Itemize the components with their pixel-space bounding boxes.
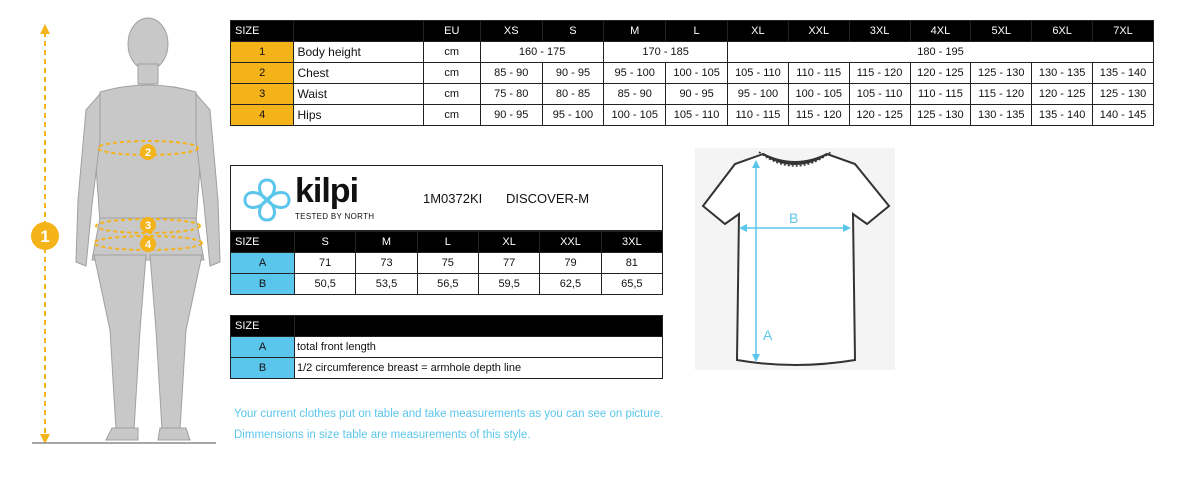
product-table-header-row: [231, 232, 663, 253]
measurement-legend-table: [230, 315, 663, 379]
header-5xl: 5XL: [971, 21, 1032, 42]
value-cell: 100 - 105: [788, 84, 849, 105]
body-size-table: [230, 20, 1154, 126]
value-cell: 105 - 110: [666, 105, 728, 126]
value-cell: 120 - 125: [849, 105, 910, 126]
value-cell: 81: [601, 253, 662, 274]
value-cell: 95 - 100: [604, 63, 666, 84]
body-part: Hips: [294, 105, 423, 126]
body-measurement-figure: [0, 0, 230, 481]
value-cell: 56,5: [417, 274, 478, 295]
header-xs: XS: [480, 21, 542, 42]
value-cell: 100 - 105: [604, 105, 666, 126]
header-blank: [294, 21, 423, 42]
row-number: 2: [231, 63, 294, 84]
table-row: [231, 253, 663, 274]
header-eu: EU: [423, 21, 480, 42]
row-number: 1: [231, 42, 294, 63]
value-cell: 85 - 90: [604, 84, 666, 105]
value-cell: 77: [478, 253, 539, 274]
value-cell: 125 - 130: [971, 63, 1032, 84]
value-cell: 59,5: [478, 274, 539, 295]
legend-description: 1/2 circumference breast = armhole depth line: [295, 358, 663, 379]
value-cell: 75: [417, 253, 478, 274]
measure-key: B: [231, 274, 295, 295]
value-cell: 62,5: [540, 274, 601, 295]
kilpi-knot-logo-icon: [237, 174, 297, 226]
header-xxl: XXL: [540, 232, 601, 253]
value-cell: 85 - 90: [480, 63, 542, 84]
note-line: Your current clothes put on table and take measurements as you can see on picture.: [234, 408, 664, 420]
value-cell: 130 - 135: [971, 105, 1032, 126]
brand-tagline: TESTED BY NORTH: [295, 212, 375, 221]
value-cell: 135 - 140: [1093, 63, 1154, 84]
legend-key: B: [231, 358, 295, 379]
header-xl: XL: [478, 232, 539, 253]
value-cell: 105 - 110: [727, 63, 788, 84]
marker-2-label: 2: [144, 147, 152, 159]
measurement-notes: [234, 404, 663, 446]
header-7xl: 7XL: [1093, 21, 1154, 42]
header-size: SIZE: [231, 232, 295, 253]
height-arrow-top: [40, 24, 50, 34]
legend-key: A: [231, 337, 295, 358]
header-6xl: 6XL: [1032, 21, 1093, 42]
product-size-table: [230, 231, 663, 295]
tshirt-diagram-svg: [695, 148, 895, 370]
body-part: Chest: [294, 63, 423, 84]
value-cell: 100 - 105: [666, 63, 728, 84]
header-4xl: 4XL: [910, 21, 971, 42]
brand-header-box: [230, 165, 663, 231]
unit-cell: cm: [423, 63, 480, 84]
table-row: [231, 337, 663, 358]
marker-3-label: 3: [144, 220, 152, 232]
header-s: S: [542, 21, 604, 42]
value-cell: 65,5: [601, 274, 662, 295]
marker-1-label: 1: [40, 227, 50, 246]
value-cell: 120 - 125: [910, 63, 971, 84]
unit-cell: cm: [423, 105, 480, 126]
header-m: M: [356, 232, 417, 253]
row-number: 3: [231, 84, 294, 105]
value-cell: 79: [540, 253, 601, 274]
header-l: L: [417, 232, 478, 253]
body-figure-svg: [0, 0, 230, 481]
body-part: Waist: [294, 84, 423, 105]
value-cell: 160 - 175: [480, 42, 603, 63]
measure-b-label: B: [789, 210, 799, 226]
size-table-header-row: [231, 21, 1154, 42]
row-number: 4: [231, 105, 294, 126]
value-cell: 90 - 95: [480, 105, 542, 126]
header-s: S: [295, 232, 356, 253]
header-3xl: 3XL: [849, 21, 910, 42]
value-cell: 115 - 120: [849, 63, 910, 84]
header-xl: XL: [727, 21, 788, 42]
unit-cell: cm: [423, 84, 480, 105]
value-cell: 105 - 110: [849, 84, 910, 105]
measure-a-label: A: [763, 327, 773, 343]
value-cell: 180 - 195: [727, 42, 1153, 63]
table-row: [231, 84, 1154, 105]
value-cell: 120 - 125: [1032, 84, 1093, 105]
value-cell: 125 - 130: [910, 105, 971, 126]
value-cell: 73: [356, 253, 417, 274]
brand-name: kilpi: [295, 172, 359, 210]
table-row: [231, 274, 663, 295]
body-part: Body height: [294, 42, 423, 63]
model-name: DISCOVER-M: [506, 191, 590, 206]
value-cell: 71: [295, 253, 356, 274]
value-cell: 110 - 115: [910, 84, 971, 105]
value-cell: 95 - 100: [727, 84, 788, 105]
table-row: [231, 105, 1154, 126]
table-row: [231, 63, 1154, 84]
value-cell: 110 - 115: [788, 63, 849, 84]
value-cell: 170 - 185: [604, 42, 728, 63]
value-cell: 90 - 95: [542, 63, 604, 84]
header-xxl: XXL: [788, 21, 849, 42]
value-cell: 50,5: [295, 274, 356, 295]
marker-4-label: 4: [144, 239, 152, 251]
unit-cell: cm: [423, 42, 480, 63]
header-3xl: 3XL: [601, 232, 662, 253]
legend-header-blank: [295, 316, 663, 337]
header-size: SIZE: [231, 21, 294, 42]
legend-header-row: [231, 316, 663, 337]
value-cell: 75 - 80: [480, 84, 542, 105]
legend-header-size: SIZE: [231, 316, 295, 337]
value-cell: 135 - 140: [1032, 105, 1093, 126]
value-cell: 115 - 120: [971, 84, 1032, 105]
legend-description: total front length: [295, 337, 663, 358]
tshirt-diagram: [695, 148, 895, 370]
header-l: L: [666, 21, 728, 42]
measure-key: A: [231, 253, 295, 274]
model-code: 1M0372KI: [423, 191, 483, 206]
header-m: M: [604, 21, 666, 42]
table-row: [231, 358, 663, 379]
value-cell: 53,5: [356, 274, 417, 295]
value-cell: 140 - 145: [1093, 105, 1154, 126]
value-cell: 80 - 85: [542, 84, 604, 105]
note-line: Dimmensions in size table are measurements of this style.: [234, 429, 531, 441]
value-cell: 125 - 130: [1093, 84, 1154, 105]
value-cell: 95 - 100: [542, 105, 604, 126]
value-cell: 90 - 95: [666, 84, 728, 105]
value-cell: 110 - 115: [727, 105, 788, 126]
value-cell: 115 - 120: [788, 105, 849, 126]
table-row: [231, 42, 1154, 63]
value-cell: 130 - 135: [1032, 63, 1093, 84]
